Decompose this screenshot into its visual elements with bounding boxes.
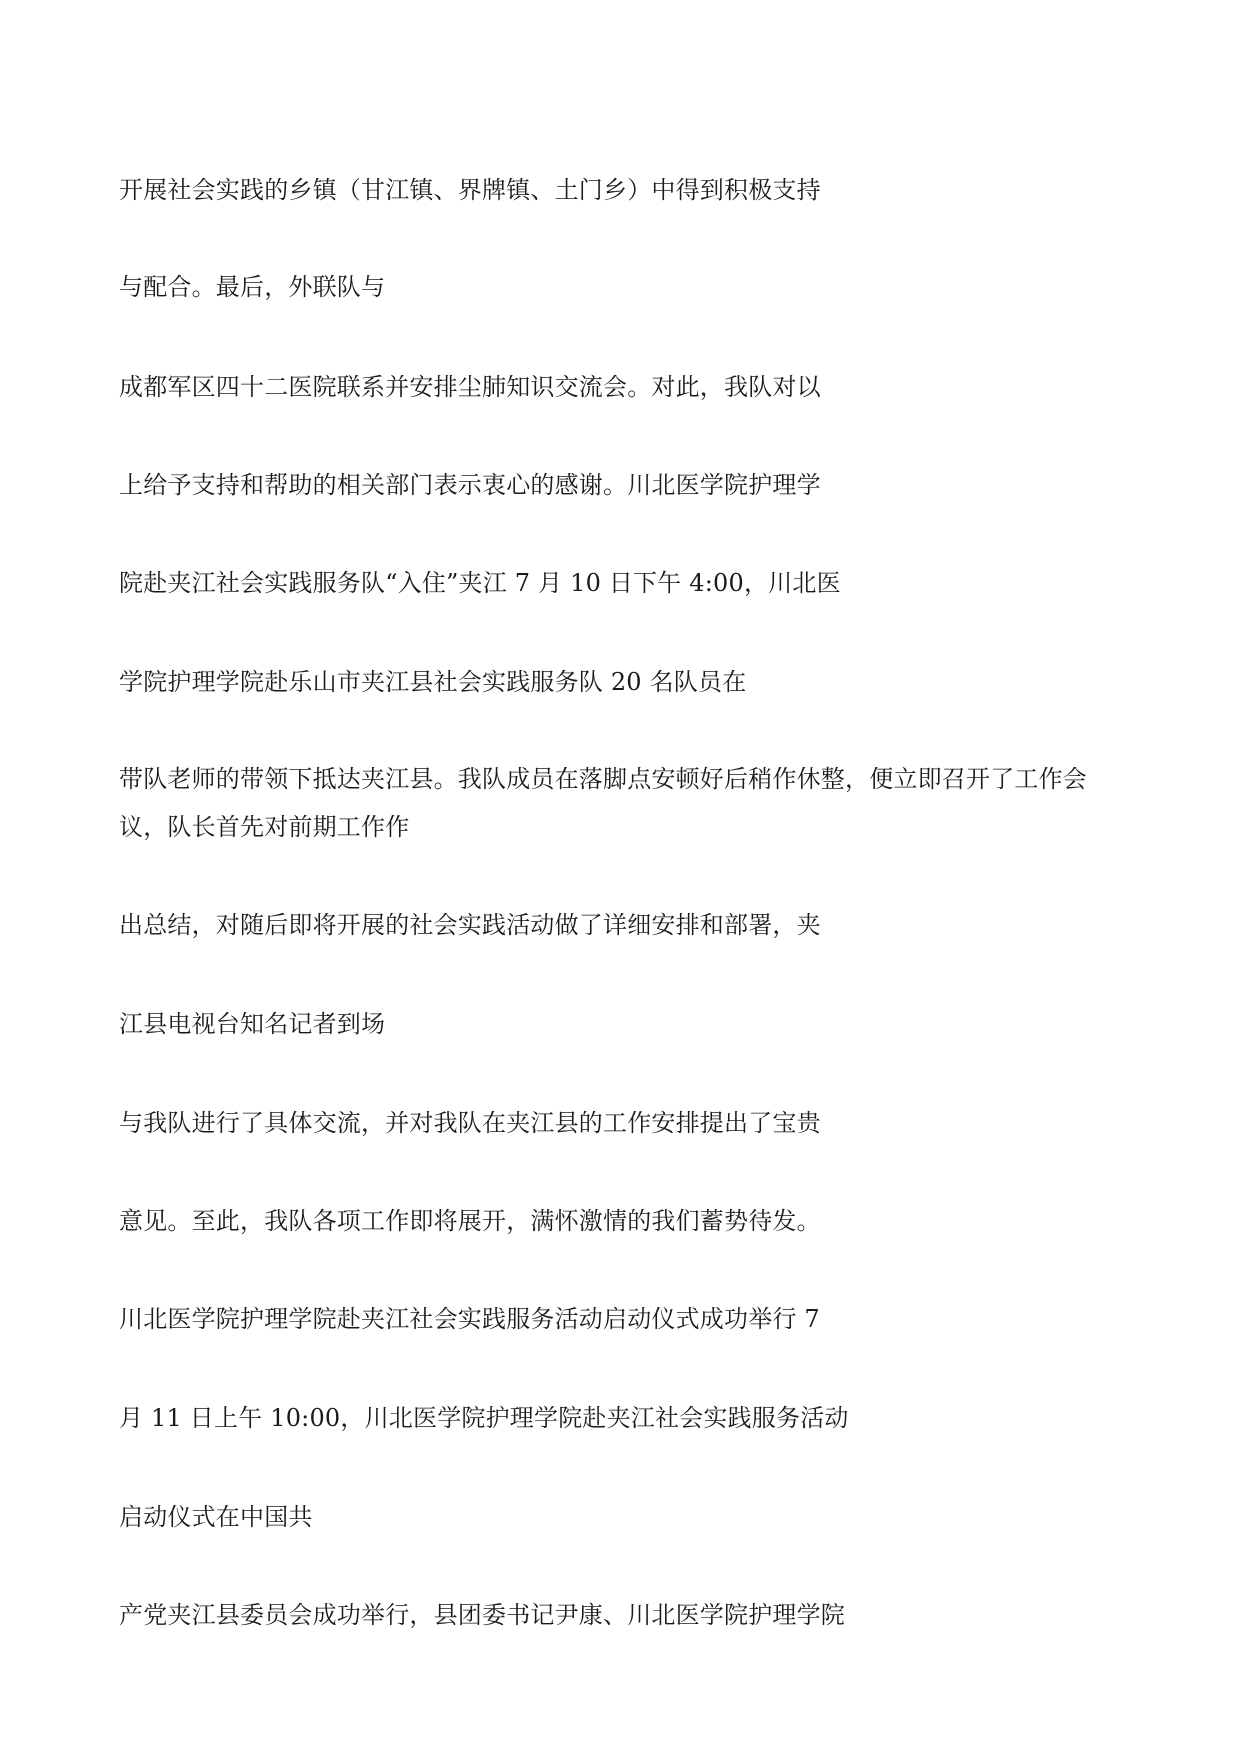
- text-line: 川北医学院护理学院赴夹江社会实践服务活动启动仪式成功举行 7: [119, 1305, 820, 1333]
- text-line: 月 11 日上午 10:00，川北医学院护理学院赴夹江社会实践服务活动: [119, 1404, 849, 1432]
- text-line: 开展社会实践的乡镇（甘江镇、界牌镇、土门乡）中得到积极支持: [119, 176, 821, 204]
- text-line: 成都军区四十二医院联系并安排尘肺知识交流会。对此，我队对以: [119, 373, 821, 401]
- text-line: 议，队长首先对前期工作作: [119, 813, 410, 841]
- text-line: 出总结，对随后即将开展的社会实践活动做了详细安排和部署，夹: [119, 911, 821, 939]
- text-line: 与我队进行了具体交流，并对我队在夹江县的工作安排提出了宝贵: [119, 1109, 821, 1137]
- text-line: 带队老师的带领下抵达夹江县。我队成员在落脚点安顿好后稍作休整，便立即召开了工作会: [119, 765, 1087, 793]
- text-line: 院赴夹江社会实践服务队“入住”夹江 7 月 10 日下午 4:00，川北医: [119, 569, 841, 597]
- text-line: 学院护理学院赴乐山市夹江县社会实践服务队 20 名队员在: [119, 668, 747, 696]
- text-line: 与配合。最后，外联队与: [119, 273, 386, 301]
- text-line: 产党夹江县委员会成功举行，县团委书记尹康、川北医学院护理学院: [119, 1601, 845, 1629]
- text-line: 江县电视台知名记者到场: [119, 1010, 386, 1038]
- text-line: 意见。至此，我队各项工作即将展开，满怀激情的我们蓄势待发。: [119, 1207, 821, 1235]
- text-line: 上给予支持和帮助的相关部门表示衷心的感谢。川北医学院护理学: [119, 471, 821, 499]
- text-line: 启动仪式在中国共: [119, 1503, 313, 1531]
